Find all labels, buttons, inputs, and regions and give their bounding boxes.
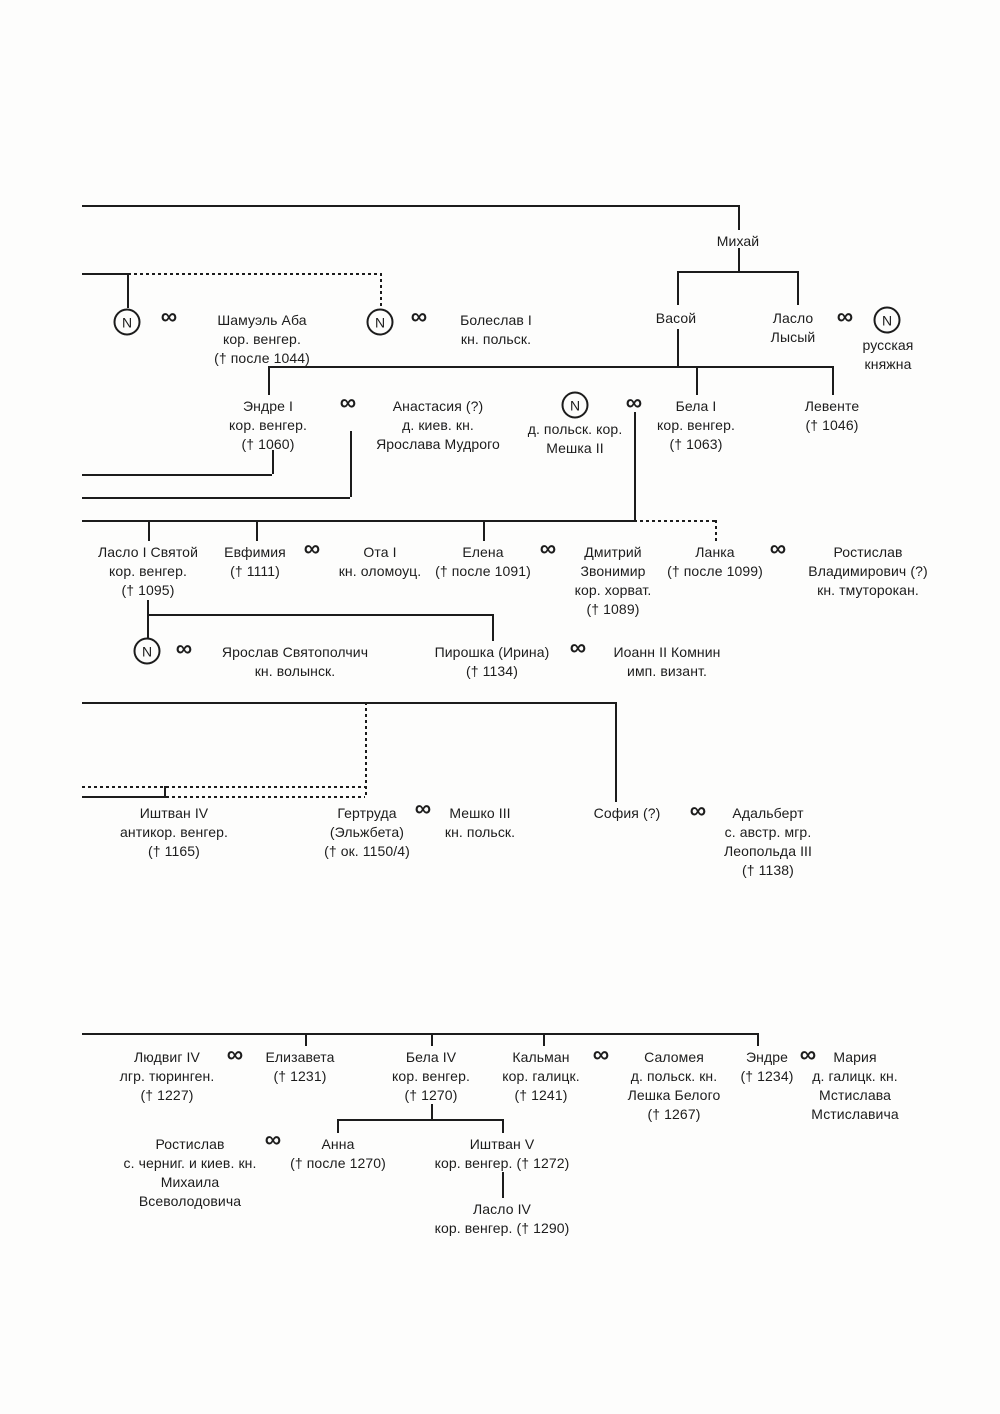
- connector-line: [615, 702, 617, 802]
- person-ishtvan-5: [435, 1135, 570, 1173]
- marriage-infinity-icon: ∞: [539, 535, 557, 562]
- connector-line: [634, 412, 636, 520]
- person-rostislav-chernigov-line-2: Михаила: [160, 1174, 220, 1190]
- marriage-infinity-icon: ∞: [625, 389, 643, 416]
- dashed-connector-line: [82, 786, 365, 788]
- unknown-spouse-letter: N: [121, 314, 133, 330]
- person-laslo-lysy: [771, 309, 816, 347]
- person-bela-4: [392, 1048, 470, 1105]
- connector-line: [82, 205, 739, 207]
- marriage-infinity-icon: ∞: [339, 389, 357, 416]
- connector-line: [82, 702, 615, 704]
- connector-line: [502, 1119, 504, 1133]
- person-ludvig-4-line-2: († 1227): [140, 1087, 194, 1103]
- person-boleslav-1-line-0: Болеслав I: [460, 312, 532, 328]
- person-kalman-line-0: Кальман: [512, 1049, 570, 1065]
- person-endre-line-0: Эндре: [745, 1049, 789, 1065]
- person-salomeya-line-1: д. польск. кн.: [630, 1068, 718, 1084]
- person-ishtvan-4-line-1: антикор. венгер.: [119, 824, 229, 840]
- marriage-infinity-icon: ∞: [569, 634, 587, 661]
- connector-line: [431, 1104, 433, 1119]
- person-salomeya-line-3: († 1267): [647, 1106, 701, 1122]
- person-bela-4-line-0: Бела IV: [405, 1049, 457, 1065]
- connector-line: [797, 271, 799, 305]
- unknown-spouse-letter: N: [374, 314, 386, 330]
- person-rostislav-tmutorokan-line-0: Ростислав: [833, 544, 903, 560]
- person-kalman-line-2: († 1241): [514, 1087, 568, 1103]
- person-anastasia: [376, 397, 500, 454]
- person-ishtvan-4-line-2: († 1165): [148, 843, 200, 859]
- person-dmitry-zvonimir-line-3: († 1089): [586, 601, 640, 617]
- person-anna: [290, 1135, 386, 1173]
- person-anastasia-line-0: Анастасия (?): [392, 398, 484, 414]
- person-lanka-line-0: Ланка: [695, 544, 735, 560]
- connector-line: [82, 497, 350, 499]
- unknown-spouse-circle-icon: [874, 307, 901, 334]
- connector-line: [696, 366, 698, 395]
- person-endre-1: [229, 397, 307, 454]
- unknown-spouse-letter: N: [881, 312, 893, 328]
- connector-line: [483, 520, 485, 541]
- person-endre: [741, 1048, 794, 1086]
- person-laslo-1-svyatoy-line-2: († 1095): [121, 582, 175, 598]
- unknown-spouse-circle-icon: [134, 638, 161, 665]
- person-mihay-line-0: Михай: [716, 233, 760, 249]
- connector-line: [268, 366, 270, 395]
- connector-line: [502, 1172, 504, 1198]
- person-russkaya-knyazhna-line-0: русская: [862, 337, 914, 353]
- unknown-spouse-circle-icon: [562, 392, 589, 419]
- person-piroshka-irina: [435, 643, 550, 681]
- person-vasoy-line-0: Васой: [655, 310, 697, 326]
- dashed-connector-line: [365, 702, 367, 796]
- person-rostislav-tmutorokan: [808, 543, 927, 600]
- marriage-infinity-icon: ∞: [799, 1041, 817, 1068]
- marriage-infinity-icon: ∞: [836, 303, 854, 330]
- marriage-infinity-icon: ∞: [689, 797, 707, 824]
- person-ishtvan-5-line-1: кор. венгер. († 1272): [434, 1155, 570, 1171]
- person-boleslav-1-line-1: кн. польск.: [460, 331, 532, 347]
- person-rostislav-tmutorokan-line-1: Владимирович (?): [808, 563, 928, 579]
- person-gertruda-line-0: Гертруда: [337, 805, 397, 821]
- person-meshko-3-line-0: Мешко III: [449, 805, 511, 821]
- connector-line: [677, 271, 798, 273]
- person-bela-1-line-2: († 1063): [669, 436, 723, 452]
- person-rostislav-chernigov-line-1: с. черниг. и киев. кн.: [123, 1155, 257, 1171]
- person-adalbert-line-1: с. австр. мгр.: [724, 824, 812, 840]
- person-levente: [805, 397, 860, 435]
- person-rostislav-chernigov-line-0: Ростислав: [155, 1136, 225, 1152]
- person-lanka: [667, 543, 763, 581]
- person-elizaveta-line-0: Елизавета: [265, 1049, 335, 1065]
- connector-line: [82, 796, 164, 798]
- person-ota-1: [339, 543, 422, 581]
- person-gertruda-line-2: († ок. 1150/4): [324, 843, 410, 859]
- connector-line: [738, 248, 740, 272]
- person-bela-1-line-0: Бела I: [675, 398, 717, 414]
- person-lanka-line-1: († после 1099): [667, 563, 763, 579]
- person-bela-1-line-1: кор. венгер.: [657, 417, 735, 433]
- connector-line: [148, 520, 150, 541]
- person-endre-line-1: († 1234): [740, 1068, 794, 1084]
- unknown-spouse-letter: N: [141, 643, 153, 659]
- person-adalbert-line-3: († 1138): [742, 862, 794, 878]
- marriage-infinity-icon: ∞: [303, 535, 321, 562]
- person-meshka-2-line-1: Мешка II: [546, 440, 604, 456]
- person-rostislav-chernigov-line-3: Всеволодовича: [138, 1193, 242, 1209]
- person-laslo-1-svyatoy-line-0: Ласло I Святой: [98, 544, 198, 560]
- person-maria: [811, 1048, 898, 1124]
- marriage-infinity-icon: ∞: [264, 1126, 282, 1153]
- connector-line: [677, 329, 679, 366]
- person-adalbert-line-2: Леопольда III: [723, 843, 813, 859]
- person-ota-1-line-1: кн. оломоуц.: [338, 563, 422, 579]
- connector-line: [832, 366, 834, 395]
- person-laslo-4-line-0: Ласло IV: [472, 1201, 532, 1217]
- person-maria-line-2: Мстислава: [819, 1087, 891, 1103]
- person-levente-line-0: Левенте: [804, 398, 860, 414]
- connector-line: [431, 1033, 433, 1046]
- person-ioann-2-komnin-line-0: Иоанн II Комнин: [613, 644, 721, 660]
- person-evfimia: [224, 543, 286, 581]
- connector-line: [256, 520, 258, 541]
- person-laslo-1-svyatoy-line-1: кор. венгер.: [109, 563, 187, 579]
- person-laslo-4: [435, 1200, 570, 1238]
- person-yaroslav-svyatopolchich: [222, 643, 368, 681]
- dashed-connector-line: [634, 520, 716, 522]
- connector-line: [82, 1033, 757, 1035]
- connector-line: [82, 273, 128, 275]
- person-ludvig-4: [120, 1048, 215, 1105]
- marriage-infinity-icon: ∞: [592, 1041, 610, 1068]
- person-laslo-lysy-line-0: Ласло: [772, 310, 814, 326]
- person-yaroslav-svyatopolchich-line-1: кн. волынск.: [254, 663, 336, 679]
- dashed-connector-line: [128, 273, 380, 275]
- marriage-infinity-icon: ∞: [160, 303, 178, 330]
- person-elena-line-1: († после 1091): [435, 563, 531, 579]
- connector-line: [350, 431, 352, 497]
- connector-line: [337, 1119, 339, 1133]
- person-ioann-2-komnin: [613, 643, 720, 681]
- person-adalbert-line-0: Адальберт: [732, 805, 804, 821]
- person-kalman-line-1: кор. галицк.: [502, 1068, 580, 1084]
- person-ludvig-4-line-1: лгр. тюринген.: [119, 1068, 215, 1084]
- person-anastasia-line-2: Ярослава Мудрого: [376, 436, 500, 452]
- person-adalbert: [724, 804, 812, 880]
- person-endre-1-line-0: Эндре I: [242, 398, 293, 414]
- connector-line: [268, 366, 832, 368]
- connector-line: [677, 271, 679, 305]
- person-evfimia-line-1: († 1111): [230, 563, 280, 579]
- person-gertruda: [324, 804, 410, 861]
- person-laslo-4-line-1: кор. венгер. († 1290): [434, 1220, 570, 1236]
- connector-line: [82, 520, 634, 522]
- connector-line: [127, 273, 129, 308]
- person-shamuel-aba-line-2: († после 1044): [214, 350, 310, 366]
- connector-line: [543, 1033, 545, 1046]
- dashed-connector-line: [715, 520, 717, 541]
- person-dmitry-zvonimir: [575, 543, 652, 619]
- person-ishtvan-5-line-0: Иштван V: [469, 1136, 535, 1152]
- person-salomeya-line-2: Лешка Белого: [627, 1087, 721, 1103]
- person-shamuel-aba-line-0: Шамуэль Аба: [217, 312, 307, 328]
- person-salomeya-line-0: Саломея: [644, 1049, 704, 1065]
- marriage-infinity-icon: ∞: [414, 795, 432, 822]
- person-gertruda-line-1: (Эльжбета): [329, 824, 405, 840]
- person-boleslav-1: [460, 311, 532, 349]
- person-kalman: [502, 1048, 579, 1105]
- marriage-infinity-icon: ∞: [175, 635, 193, 662]
- person-meshko-3: [445, 804, 515, 842]
- person-rostislav-chernigov: [124, 1135, 257, 1211]
- person-evfimia-line-0: Евфимия: [224, 544, 286, 560]
- person-salomeya: [628, 1048, 721, 1124]
- person-laslo-1-svyatoy: [98, 543, 198, 600]
- person-maria-line-1: д. галицк. кн.: [812, 1068, 898, 1084]
- person-piroshka-irina-line-1: († 1134): [466, 663, 518, 679]
- unknown-spouse-letter: N: [569, 397, 581, 413]
- person-endre-1-line-2: († 1060): [241, 436, 295, 452]
- person-piroshka-irina-line-0: Пирошка (Ирина): [434, 644, 550, 660]
- connector-line: [147, 614, 492, 616]
- person-bela-4-line-2: († 1270): [404, 1087, 458, 1103]
- connector-line: [305, 1033, 307, 1046]
- person-elena-line-0: Елена: [462, 544, 504, 560]
- connector-line: [738, 205, 740, 230]
- person-ota-1-line-0: Ота I: [363, 544, 397, 560]
- person-rostislav-tmutorokan-line-2: кн. тмуторокан.: [817, 582, 919, 598]
- person-anastasia-line-1: д. киев. кн.: [402, 417, 474, 433]
- person-maria-line-3: Мстиславича: [811, 1106, 899, 1122]
- person-meshka-2: [528, 420, 623, 458]
- connector-line: [757, 1033, 759, 1046]
- dashed-connector-line: [380, 273, 382, 308]
- person-anna-line-0: Анна: [321, 1136, 355, 1152]
- unknown-spouse-circle-icon: [367, 309, 394, 336]
- person-ludvig-4-line-0: Людвиг IV: [134, 1049, 200, 1065]
- person-laslo-lysy-line-1: Лысый: [770, 329, 816, 345]
- person-dmitry-zvonimir-line-0: Дмитрий: [584, 544, 642, 560]
- connector-line: [147, 600, 149, 638]
- person-elizaveta: [265, 1048, 334, 1086]
- unknown-spouse-circle-icon: [114, 309, 141, 336]
- connector-line: [82, 474, 272, 476]
- connector-line: [337, 1119, 502, 1121]
- person-dmitry-zvonimir-line-1: Звонимир: [580, 563, 646, 579]
- person-ishtvan-4: [120, 804, 228, 861]
- marriage-infinity-icon: ∞: [769, 535, 787, 562]
- person-bela-1: [657, 397, 735, 454]
- person-meshko-3-line-1: кн. польск.: [444, 824, 516, 840]
- person-shamuel-aba-line-1: кор. венгер.: [223, 331, 301, 347]
- person-maria-line-0: Мария: [833, 1049, 877, 1065]
- person-ioann-2-komnin-line-1: имп. визант.: [627, 663, 707, 679]
- person-sofia-line-0: София (?): [593, 805, 661, 821]
- person-anna-line-1: († после 1270): [290, 1155, 386, 1171]
- person-dmitry-zvonimir-line-2: кор. хорват.: [574, 582, 652, 598]
- person-bela-4-line-1: кор. венгер.: [392, 1068, 470, 1084]
- person-shamuel-aba: [214, 311, 310, 368]
- person-yaroslav-svyatopolchich-line-0: Ярослав Святополчич: [221, 644, 369, 660]
- person-mihay: [717, 232, 759, 251]
- person-russkaya-knyazhna-line-1: княжна: [864, 356, 912, 372]
- marriage-infinity-icon: ∞: [410, 303, 428, 330]
- marriage-infinity-icon: ∞: [226, 1041, 244, 1068]
- person-levente-line-1: († 1046): [805, 417, 859, 433]
- person-sofia: [594, 804, 661, 823]
- person-ishtvan-4-line-0: Иштван IV: [139, 805, 209, 821]
- connector-line: [492, 614, 494, 641]
- person-endre-1-line-1: кор. венгер.: [229, 417, 307, 433]
- person-russkaya-knyazhna: [863, 336, 914, 374]
- person-meshka-2-line-0: д. польск. кор.: [527, 421, 623, 437]
- person-elizaveta-line-1: († 1231): [273, 1068, 327, 1084]
- person-vasoy: [656, 309, 696, 328]
- dashed-connector-line: [166, 796, 365, 798]
- person-elena: [435, 543, 531, 581]
